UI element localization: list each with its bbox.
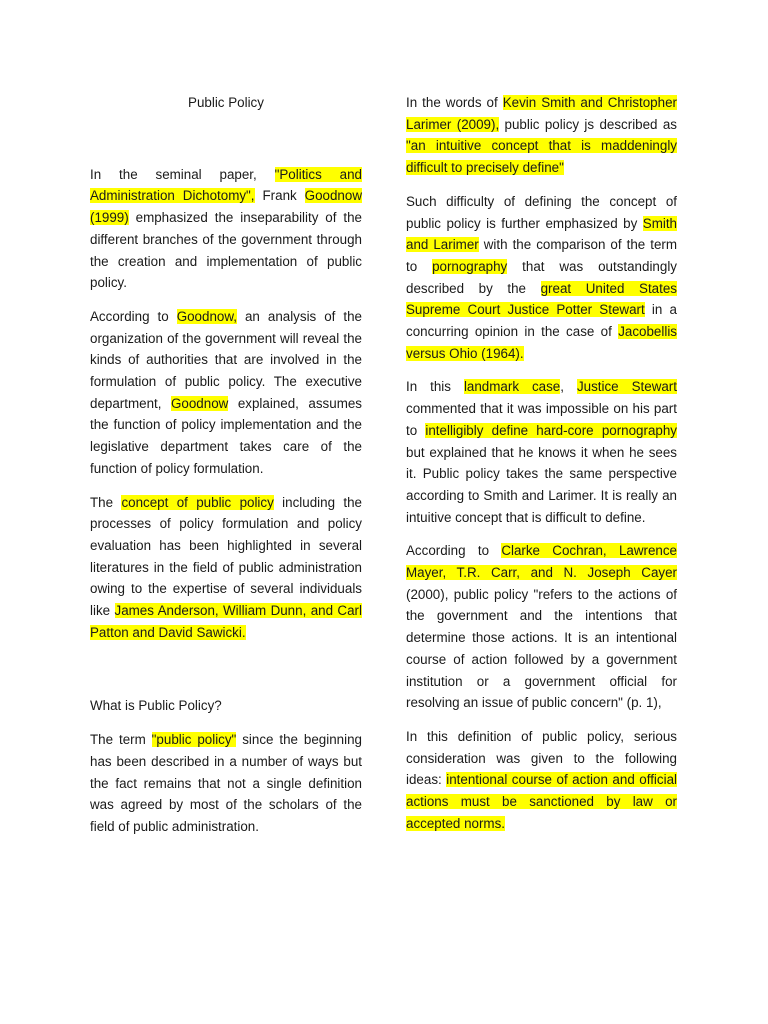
text-run: In this definition of public policy, serious consideration was given to the following ideas: xyxy=(406,728,677,788)
paragraph-term xyxy=(90,729,362,838)
text-run: in a concurring opinion in the case of xyxy=(406,302,678,340)
highlighted-text: Justice Stewart xyxy=(576,379,677,395)
paragraph-serious-consideration xyxy=(406,726,677,835)
text-run: but explained that he knows it when he sees it. Public policy takes the same perspective according to Smith and Larimer. It is really an intuitive concept that is difficult to define. xyxy=(406,444,677,525)
text-run: since the beginning has been described in a number of ways but the fact remains that not a single definition was agreed by most of the scholars of the field of public administration. xyxy=(90,732,362,834)
spacer xyxy=(90,655,362,695)
paragraph-seminal-paper xyxy=(90,164,362,294)
paragraph-concept xyxy=(90,492,362,644)
paragraph-cochran-definition xyxy=(406,540,677,714)
text-run: including the processes of policy formulation and policy evaluation has been highlighted in several literatures in the field of public administration owing to the expertise of several individuals like xyxy=(90,494,363,619)
highlighted-text: Jacobellis versus Ohio (1964). xyxy=(406,324,677,361)
text-run: Such difficulty of defining the concept of public policy is further emphasized by xyxy=(406,193,677,231)
left-column xyxy=(90,92,362,850)
text-run: commented that it was impossible on his part to xyxy=(406,401,677,438)
text-run: explained, assumes the function of policy implementation and the legislative department takes care of the function of policy formulation. xyxy=(90,395,362,476)
text-run: The xyxy=(90,494,122,510)
highlighted-text: Goodnow (1999) xyxy=(90,188,362,226)
highlighted-text: intentional course of action and official actions must be sanctioned by law or accepted norms. xyxy=(406,772,677,831)
text-run: an analysis of the organization of the government will reveal the kinds of authorities that are involved in the formulation of public policy. The executive department, xyxy=(90,308,362,411)
text-run: The term xyxy=(90,732,152,748)
highlighted-text: "an intuitive concept that is maddeningly difficult to precisely define" xyxy=(406,138,677,176)
text-run: In the seminal paper, xyxy=(90,166,275,182)
text-run: In this xyxy=(406,379,464,395)
highlighted-text: Smith and Larimer xyxy=(406,215,677,253)
text-run: , xyxy=(560,379,577,395)
paragraph-landmark-case xyxy=(406,376,677,528)
highlighted-text: Clarke Cochran, Lawrence Mayer, T.R. Carr, and N. Joseph Cayer xyxy=(406,543,677,581)
paragraph-goodnow-analysis xyxy=(90,306,362,480)
highlighted-text: pornography xyxy=(432,258,508,274)
highlighted-text: landmark case xyxy=(463,379,561,395)
highlighted-text: concept of public policy xyxy=(121,494,274,510)
highlighted-text: Goodnow, xyxy=(176,308,237,324)
spacer xyxy=(90,114,362,164)
right-column xyxy=(406,92,677,847)
text-run: According to xyxy=(406,543,502,559)
highlighted-text: Kevin Smith and Christopher Larimer (2009), xyxy=(406,95,677,132)
text-run: public policy js described as xyxy=(499,116,677,132)
highlighted-text: intelligibly define hard-core pornography xyxy=(425,422,678,438)
section-heading: What is Public Policy? xyxy=(90,698,222,714)
paragraph-difficulty xyxy=(406,191,677,365)
highlighted-text: great United States Supreme Court Justice Potter Stewart xyxy=(406,280,677,318)
highlighted-text: Goodnow xyxy=(170,395,229,411)
text-run: emphasized the inseparability of the different branches of the government through the creation and implementation of public policy. xyxy=(90,210,362,291)
text-run: with the comparison of the term to xyxy=(406,237,678,274)
text-run: According to xyxy=(90,308,177,324)
document-title: Public Policy xyxy=(188,95,264,110)
text-run: Frank xyxy=(254,188,305,204)
paragraph-smith-larimer xyxy=(406,92,677,179)
highlighted-text: "public policy" xyxy=(151,732,237,748)
text-run: In the words of xyxy=(406,95,503,110)
highlighted-text: James Anderson, William Dunn, and Carl Patton and David Sawicki. xyxy=(90,603,362,640)
text-run: (2000), public policy "refers to the actions of the government and the intentions that determine those actions. It is an intentional course of action followed by a government institution or a government official for resolving an issue of public concern" (p. 1), xyxy=(406,586,677,711)
text-run: that was outstandingly described by the xyxy=(406,258,677,296)
highlighted-text: "Politics and Administration Dichotomy", xyxy=(90,166,362,204)
